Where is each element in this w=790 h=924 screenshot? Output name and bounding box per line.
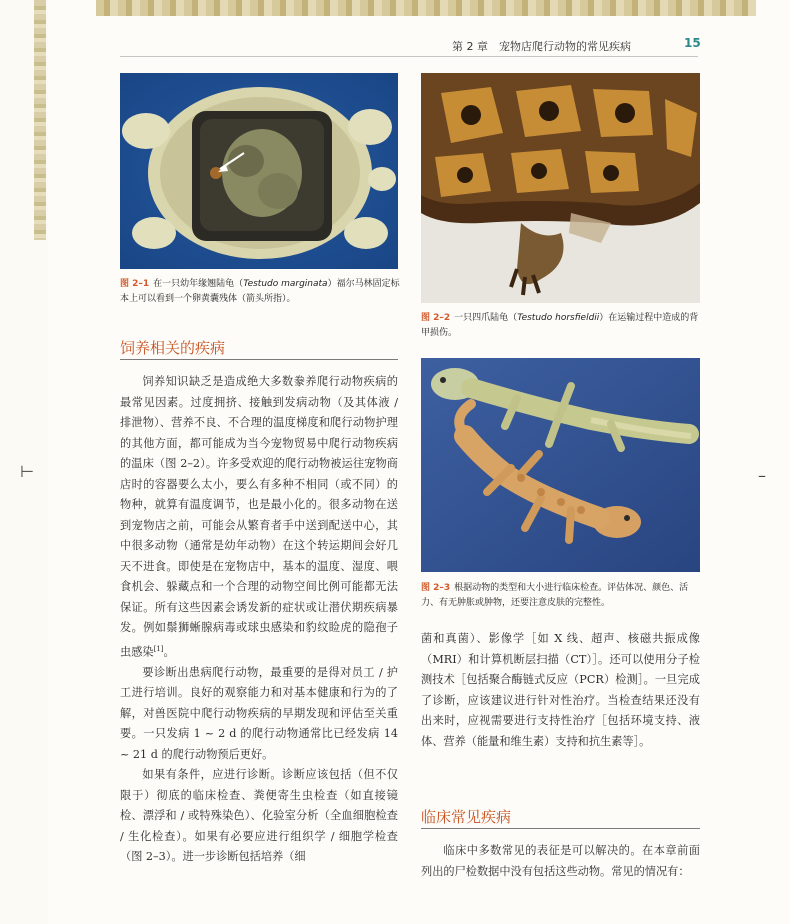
section-heading-clinical: 临床常见疾病 bbox=[421, 808, 512, 826]
left-column-text bbox=[120, 372, 398, 868]
figure-2-3-caption bbox=[421, 581, 706, 611]
paragraph-husbandry-1-text: 饲养知识缺乏是造成绝大多数豢养爬行动物疾病的最常见因素。过度拥挤、接触到发病动物（及其体液 / 排泄物）、营养不良、不合理的温度梯度和爬行动物护理的其他方面，都可能成为当今宠物贸易中爬行动物疾病的温床（图 2–2）。许多受欢迎的爬行动物被运往宠物商店时的容器要么太小，要么有多种不相同（或不同）的物种，就算有温度调节，也是最小化的。很多动物在送到宠物店之前，可能会从繁育者手中送到配送中心，其中很多动物（通常是幼年动物）在这个转运期间会好几天不进食。即使是在宠物店中，基本的温度、湿度、喂食机会、躲藏点和一个合理的动物空间比例可能都无法保证。所有这些因素会诱发新的症状或让潜伏期疾病暴发。例如鬃狮蜥腺病毒或球虫感染和豹纹睑虎的隐孢子虫感染 bbox=[120, 375, 398, 659]
figure-2-1-photo bbox=[120, 73, 398, 269]
section-rule-husbandry bbox=[120, 359, 398, 360]
paragraph-husbandry-2: 要诊断出患病爬行动物，最重要的是得对员工 / 护工进行培训。良好的观察能力和对基本健康和行为的了解，对兽医院中爬行动物疾病的早期发现和评估至关重要。一只发病 1 ~ 2 d 的爬行动物通常比已经发病 14 ~ 21 d 的爬行动物预后更好。 bbox=[120, 665, 398, 761]
section-rule-clinical bbox=[421, 828, 700, 829]
figure-2-2-caption bbox=[421, 311, 706, 341]
paragraph-diagnostics-continued: 菌和真菌）、影像学［如 X 线、超声、核磁共振成像（MRI）和计算机断层扫描（CT）］。还可以使用分子检测技术［包括聚合酶链式反应（PCR）检测］。一旦完成了诊断，应该建议进行针对性治疗。当检查结果还没有出来时，应视需要进行支持性治疗［包括环境支持、液体、营养（能量和维生素）支持和抗生素等］。 bbox=[421, 632, 700, 748]
figure-2-3-number: 图 2–3 bbox=[421, 583, 451, 593]
figure-2-2-photo bbox=[421, 73, 700, 303]
right-column-text bbox=[421, 629, 700, 752]
paragraph-clinical-1: 临床中多数常见的表征是可以解决的。在本章前面列出的尸检数据中没有包括这些动物。常见的情况有： bbox=[421, 844, 700, 878]
reference-1: [1] bbox=[153, 644, 164, 653]
figure-2-1-number: 图 2–1 bbox=[120, 279, 150, 289]
figure-2-1-species: Testudo marginata bbox=[243, 279, 328, 289]
right-column-clinical-text bbox=[421, 841, 700, 882]
header-rule bbox=[120, 56, 698, 57]
running-head: 第 2 章 宠物店爬行动物的常见疾病 bbox=[452, 40, 631, 53]
scan-strip bbox=[34, 0, 46, 240]
figure-2-2-species: Testudo horsfieldii bbox=[517, 313, 600, 323]
figure-2-1-text-a: 在一只幼年缘翘陆龟（ bbox=[153, 279, 244, 289]
figure-2-2-text-b: ）在运输过程中造成的背甲损伤。 bbox=[421, 313, 699, 338]
paragraph-husbandry-1 bbox=[120, 372, 398, 663]
figure-2-2-number: 图 2–2 bbox=[421, 313, 451, 323]
crop-mark-left: ⊢ bbox=[20, 462, 34, 481]
figure-2-1-caption bbox=[120, 277, 400, 307]
crop-mark-right: – bbox=[758, 466, 766, 485]
paragraph-husbandry-3: 如果有条件，应进行诊断。诊断应该包括（但不仅限于）彻底的临床检查、粪便寄生虫检查（如直接镜检、漂浮和 / 或特殊染色）、化验室分析（全血细胞检查 / 生化检查）。如果有必要应进行组织学 / 细胞学检查（图 2–3）。进一步诊断包括培养（细 bbox=[120, 768, 398, 864]
figure-2-1-text-b: ）福尔马林固定标本上可以看到一个卵黄囊残体（箭头所指）。 bbox=[120, 279, 400, 304]
paragraph-husbandry-1-end: 。 bbox=[163, 645, 175, 659]
figure-2-3-photo bbox=[421, 358, 700, 572]
figure-2-3-text: 根据动物的类型和大小进行临床检查。评估体况、颜色、活力、有无肿胀或肿物，还要注意皮肤的完整性。 bbox=[421, 583, 689, 608]
figure-2-2-text-a: 一只四爪陆龟（ bbox=[454, 313, 518, 323]
page-number: 15 bbox=[684, 36, 701, 50]
section-heading-husbandry: 饲养相关的疾病 bbox=[120, 339, 226, 357]
